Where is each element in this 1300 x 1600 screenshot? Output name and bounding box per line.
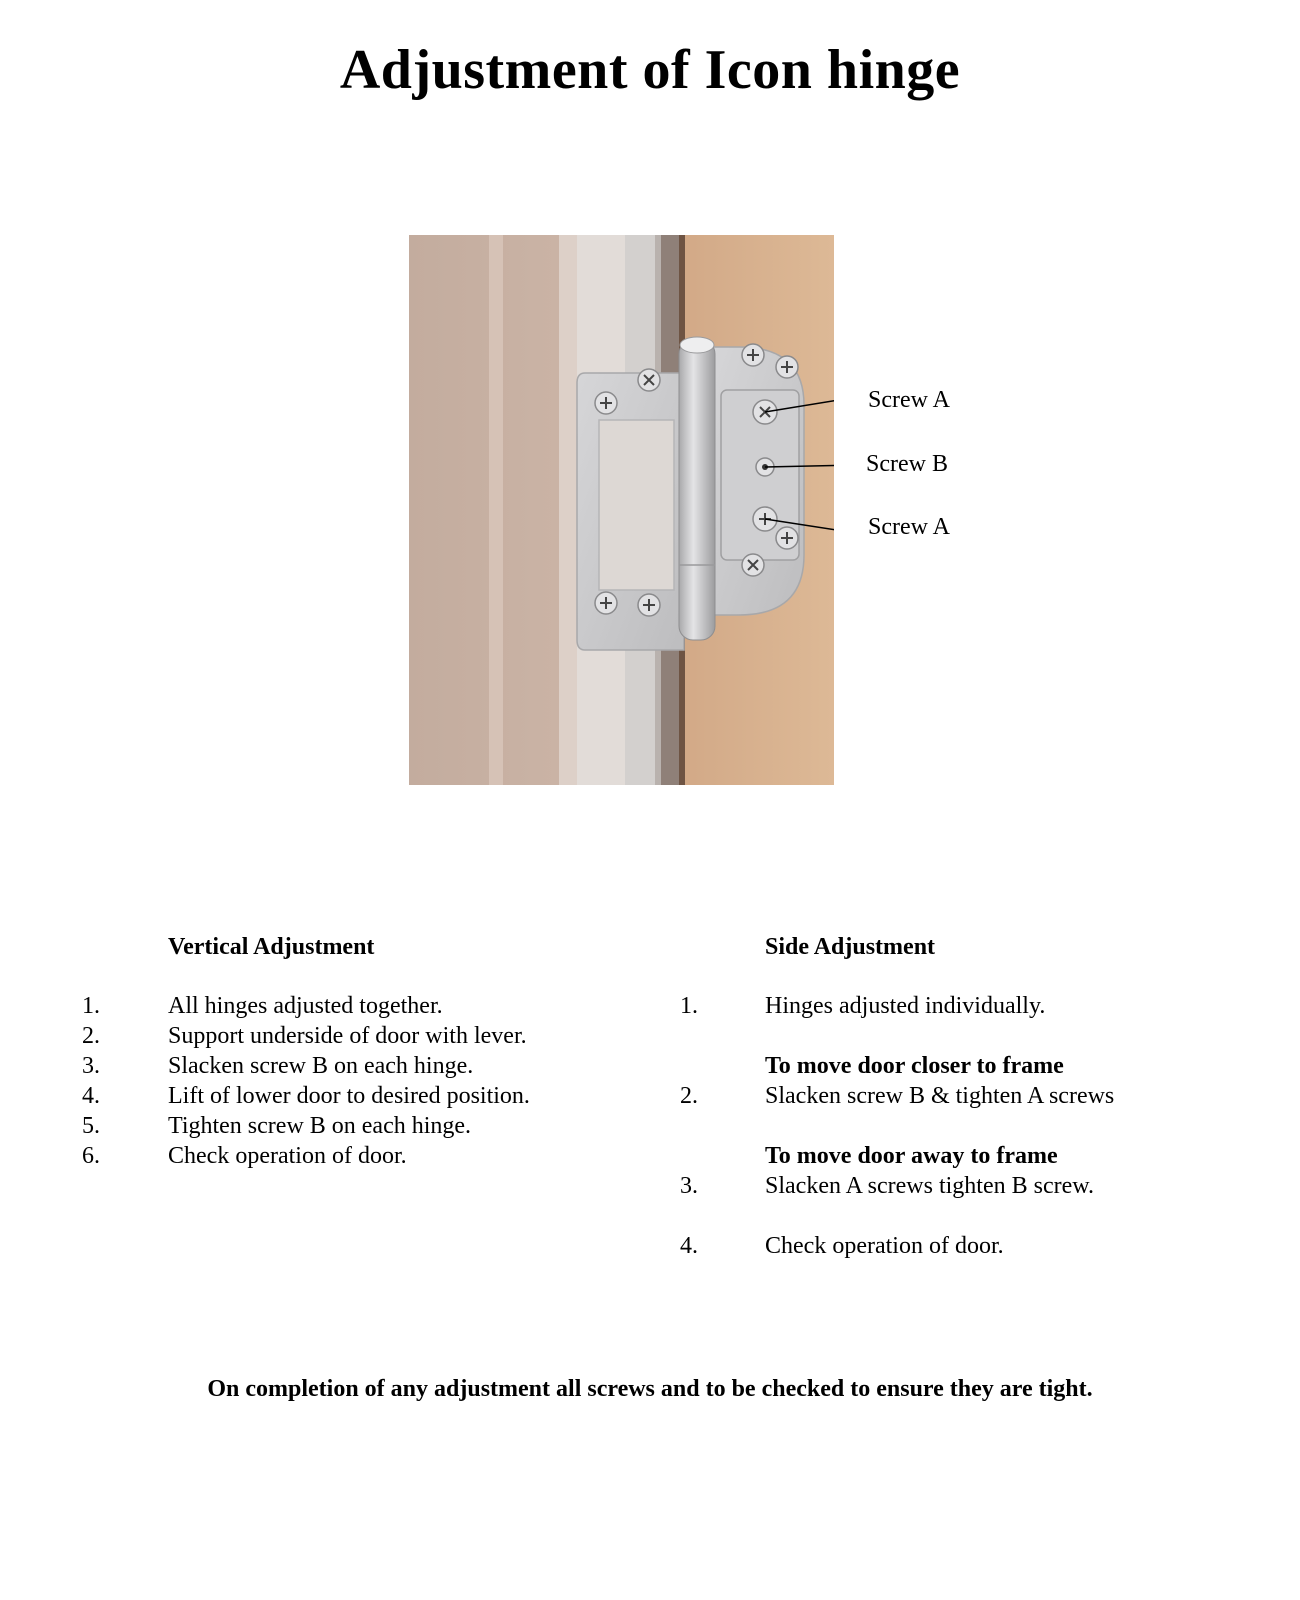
vertical-adjustment-heading: Vertical Adjustment xyxy=(168,934,375,960)
step-text: Hinges adjusted individually. xyxy=(765,993,1046,1019)
step-number: 5. xyxy=(82,1113,100,1139)
step-text: Tighten screw B on each hinge. xyxy=(168,1113,472,1139)
step-text: Check operation of door. xyxy=(765,1233,1004,1259)
hinge-barrel xyxy=(679,340,715,640)
side-subheading-away: To move door away to frame xyxy=(765,1143,1058,1169)
step-text: Check operation of door. xyxy=(168,1143,407,1169)
step-text: Slacken screw B on each hinge. xyxy=(168,1053,474,1079)
step-text: Lift of lower door to desired position. xyxy=(168,1083,530,1109)
step-number: 2. xyxy=(680,1083,698,1109)
step-text: Slacken A screws tighten B screw. xyxy=(765,1173,1095,1199)
step-number: 4. xyxy=(82,1083,100,1109)
page-title: Adjustment of Icon hinge xyxy=(339,39,961,101)
step-text: Slacken screw B & tighten A screws xyxy=(765,1083,1115,1109)
side-adjustment-heading: Side Adjustment xyxy=(765,934,936,960)
step-text: Support underside of door with lever. xyxy=(168,1023,527,1049)
callout-screw-b: Screw B xyxy=(866,451,948,477)
completion-note: On completion of any adjustment all screws and to be checked to ensure they are tight. xyxy=(207,1376,1093,1402)
callout-screw-a-top: Screw A xyxy=(868,387,950,413)
step-number: 6. xyxy=(82,1143,100,1169)
hinge-illustration xyxy=(409,235,834,785)
step-number: 1. xyxy=(82,993,100,1019)
step-number: 1. xyxy=(680,993,698,1019)
step-number: 2. xyxy=(82,1023,100,1049)
step-text: All hinges adjusted together. xyxy=(168,993,443,1019)
callout-screw-a-bottom: Screw A xyxy=(868,514,950,540)
step-number: 3. xyxy=(82,1053,100,1079)
step-number: 4. xyxy=(680,1233,698,1259)
side-subheading-closer: To move door closer to frame xyxy=(765,1053,1064,1079)
step-number: 3. xyxy=(680,1173,698,1199)
